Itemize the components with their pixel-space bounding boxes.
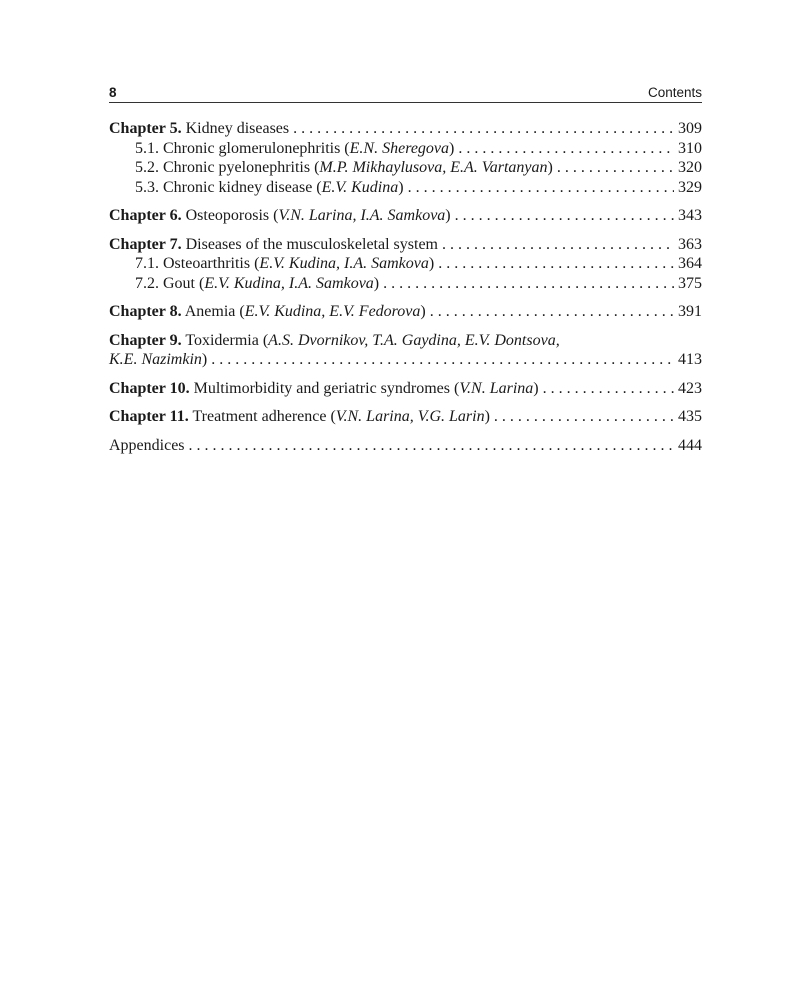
dot-leader [442,235,674,255]
closing-paren: ) [484,408,490,425]
dot-leader [455,206,674,226]
toc-entry-text [135,139,454,159]
page-reference: 444 [678,436,702,454]
page-reference: 310 [678,139,702,157]
section-number: 5.2. [135,159,159,176]
toc-entry-section-5-3[interactable] [109,178,702,198]
section-number: 7.2. [135,274,159,292]
closing-paren: ) [445,207,451,224]
chapter-authors: V.N. Larina, I.A. Samkova [278,207,446,224]
chapter-label: Chapter 6. [109,207,182,224]
chapter-authors-continued: K.E. Nazimkin [109,351,202,368]
chapter-label: Chapter 8. [109,303,182,320]
table-of-contents [109,119,702,455]
toc-entry-text [109,407,490,427]
running-head [109,82,702,103]
section-title: Chronic kidney disease ( [163,178,322,196]
page-reference: 364 [678,255,702,272]
chapter-label: Chapter 5. [109,120,182,137]
appendices-title: Appendices [109,436,185,454]
toc-entry-section-5-1[interactable] [109,139,702,159]
chapter-title: Treatment adherence ( [192,408,336,425]
book-page [109,82,702,455]
section-authors: E.V. Kudina [321,178,399,196]
chapter-title: Anemia ( [184,303,245,320]
closing-paren: ) [398,178,404,196]
toc-entry-chapter-9[interactable] [109,331,702,370]
toc-entry-text [109,436,185,456]
toc-entry-section-7-2[interactable] [109,274,702,294]
page-reference: 413 [678,351,702,368]
chapter-title: Osteoporosis ( [185,207,279,224]
toc-entry-chapter-10[interactable] [109,379,702,399]
page-reference: 423 [678,379,702,397]
section-authors: E.V. Kudina, I.A. Samkova [259,255,429,272]
dot-leader [189,436,674,456]
chapter-authors: V.N. Larina, V.G. Larin [335,408,485,425]
toc-entry-text [135,274,379,294]
chapter-label: Chapter 11. [109,408,189,425]
chapter-label: Chapter 9. [109,331,182,349]
dot-leader [383,274,674,294]
toc-entry-second-line [109,350,702,370]
toc-entry-text [109,235,438,255]
chapter-title: Diseases of the musculoskeletal system [185,235,438,253]
page-reference: 435 [678,408,702,425]
closing-paren: ) [373,274,380,292]
chapter-title: Multimorbidity and geriatric syndromes ( [193,379,460,397]
page-reference: 329 [678,178,702,196]
toc-entry-chapter-7[interactable] [109,235,702,255]
toc-entry-chapter-6[interactable] [109,206,702,226]
page-reference: 343 [678,207,702,224]
page-reference: 320 [678,159,702,176]
section-title: Chronic pyelonephritis ( [163,159,320,176]
dot-leader [543,379,674,399]
section-number: 5.1. [135,139,159,157]
closing-paren: ) [201,351,208,368]
dot-leader [458,139,674,159]
dot-leader [430,302,674,322]
dot-leader [438,254,674,274]
section-title: Contents [647,85,702,100]
chapter-label: Chapter 7. [109,235,182,253]
closing-paren: ) [428,255,435,272]
chapter-authors: V.N. Larina [459,379,534,397]
page-reference: 391 [678,303,702,320]
chapter-authors: E.V. Kudina, E.V. Fedorova [244,303,421,320]
dot-leader [557,158,674,178]
toc-entry-section-5-2[interactable] [109,158,702,178]
dot-leader [293,119,674,139]
toc-entry-chapter-8[interactable] [109,302,702,322]
closing-paren: ) [449,139,455,157]
section-title: Osteoarthritis ( [163,255,260,272]
toc-entry-chapter-11[interactable] [109,407,702,427]
toc-entry-text [135,158,553,178]
closing-paren: ) [420,303,426,320]
section-title: Gout ( [163,274,205,292]
page-number: 8 [109,85,117,100]
toc-entry-text [135,254,434,274]
toc-entry-appendices[interactable] [109,436,702,456]
section-authors: M.P. Mikhaylusova, E.A. Vartanyan [319,159,548,176]
page-reference: 375 [678,274,702,292]
chapter-title: Toxidermia ( [185,331,269,349]
dot-leader [211,350,674,370]
toc-entry-chapter-5[interactable] [109,119,702,139]
toc-entry-text [109,350,207,370]
toc-entry-text [109,206,451,226]
toc-entry-text [109,119,289,139]
toc-entry-text [109,302,426,322]
section-number: 7.1. [135,255,159,272]
section-number: 5.3. [135,178,159,196]
section-authors: E.V. Kudina, I.A. Samkova [204,274,374,292]
toc-entry-text [135,178,404,198]
dot-leader [408,178,674,198]
toc-entry-first-line [109,331,702,351]
section-title: Chronic glomerulonephritis ( [163,139,350,157]
chapter-title: Kidney diseases [185,120,290,137]
closing-paren: ) [547,159,553,176]
dot-leader [494,407,674,427]
chapter-authors: A.S. Dvornikov, T.A. Gaydina, E.V. Dontsova, [268,331,560,349]
page-reference: 363 [678,235,702,253]
chapter-label: Chapter 10. [109,379,190,397]
page-reference: 309 [678,120,702,137]
toc-entry-section-7-1[interactable] [109,254,702,274]
section-authors: E.N. Sheregova [349,139,450,157]
toc-entry-text [109,379,539,399]
closing-paren: ) [533,379,539,397]
